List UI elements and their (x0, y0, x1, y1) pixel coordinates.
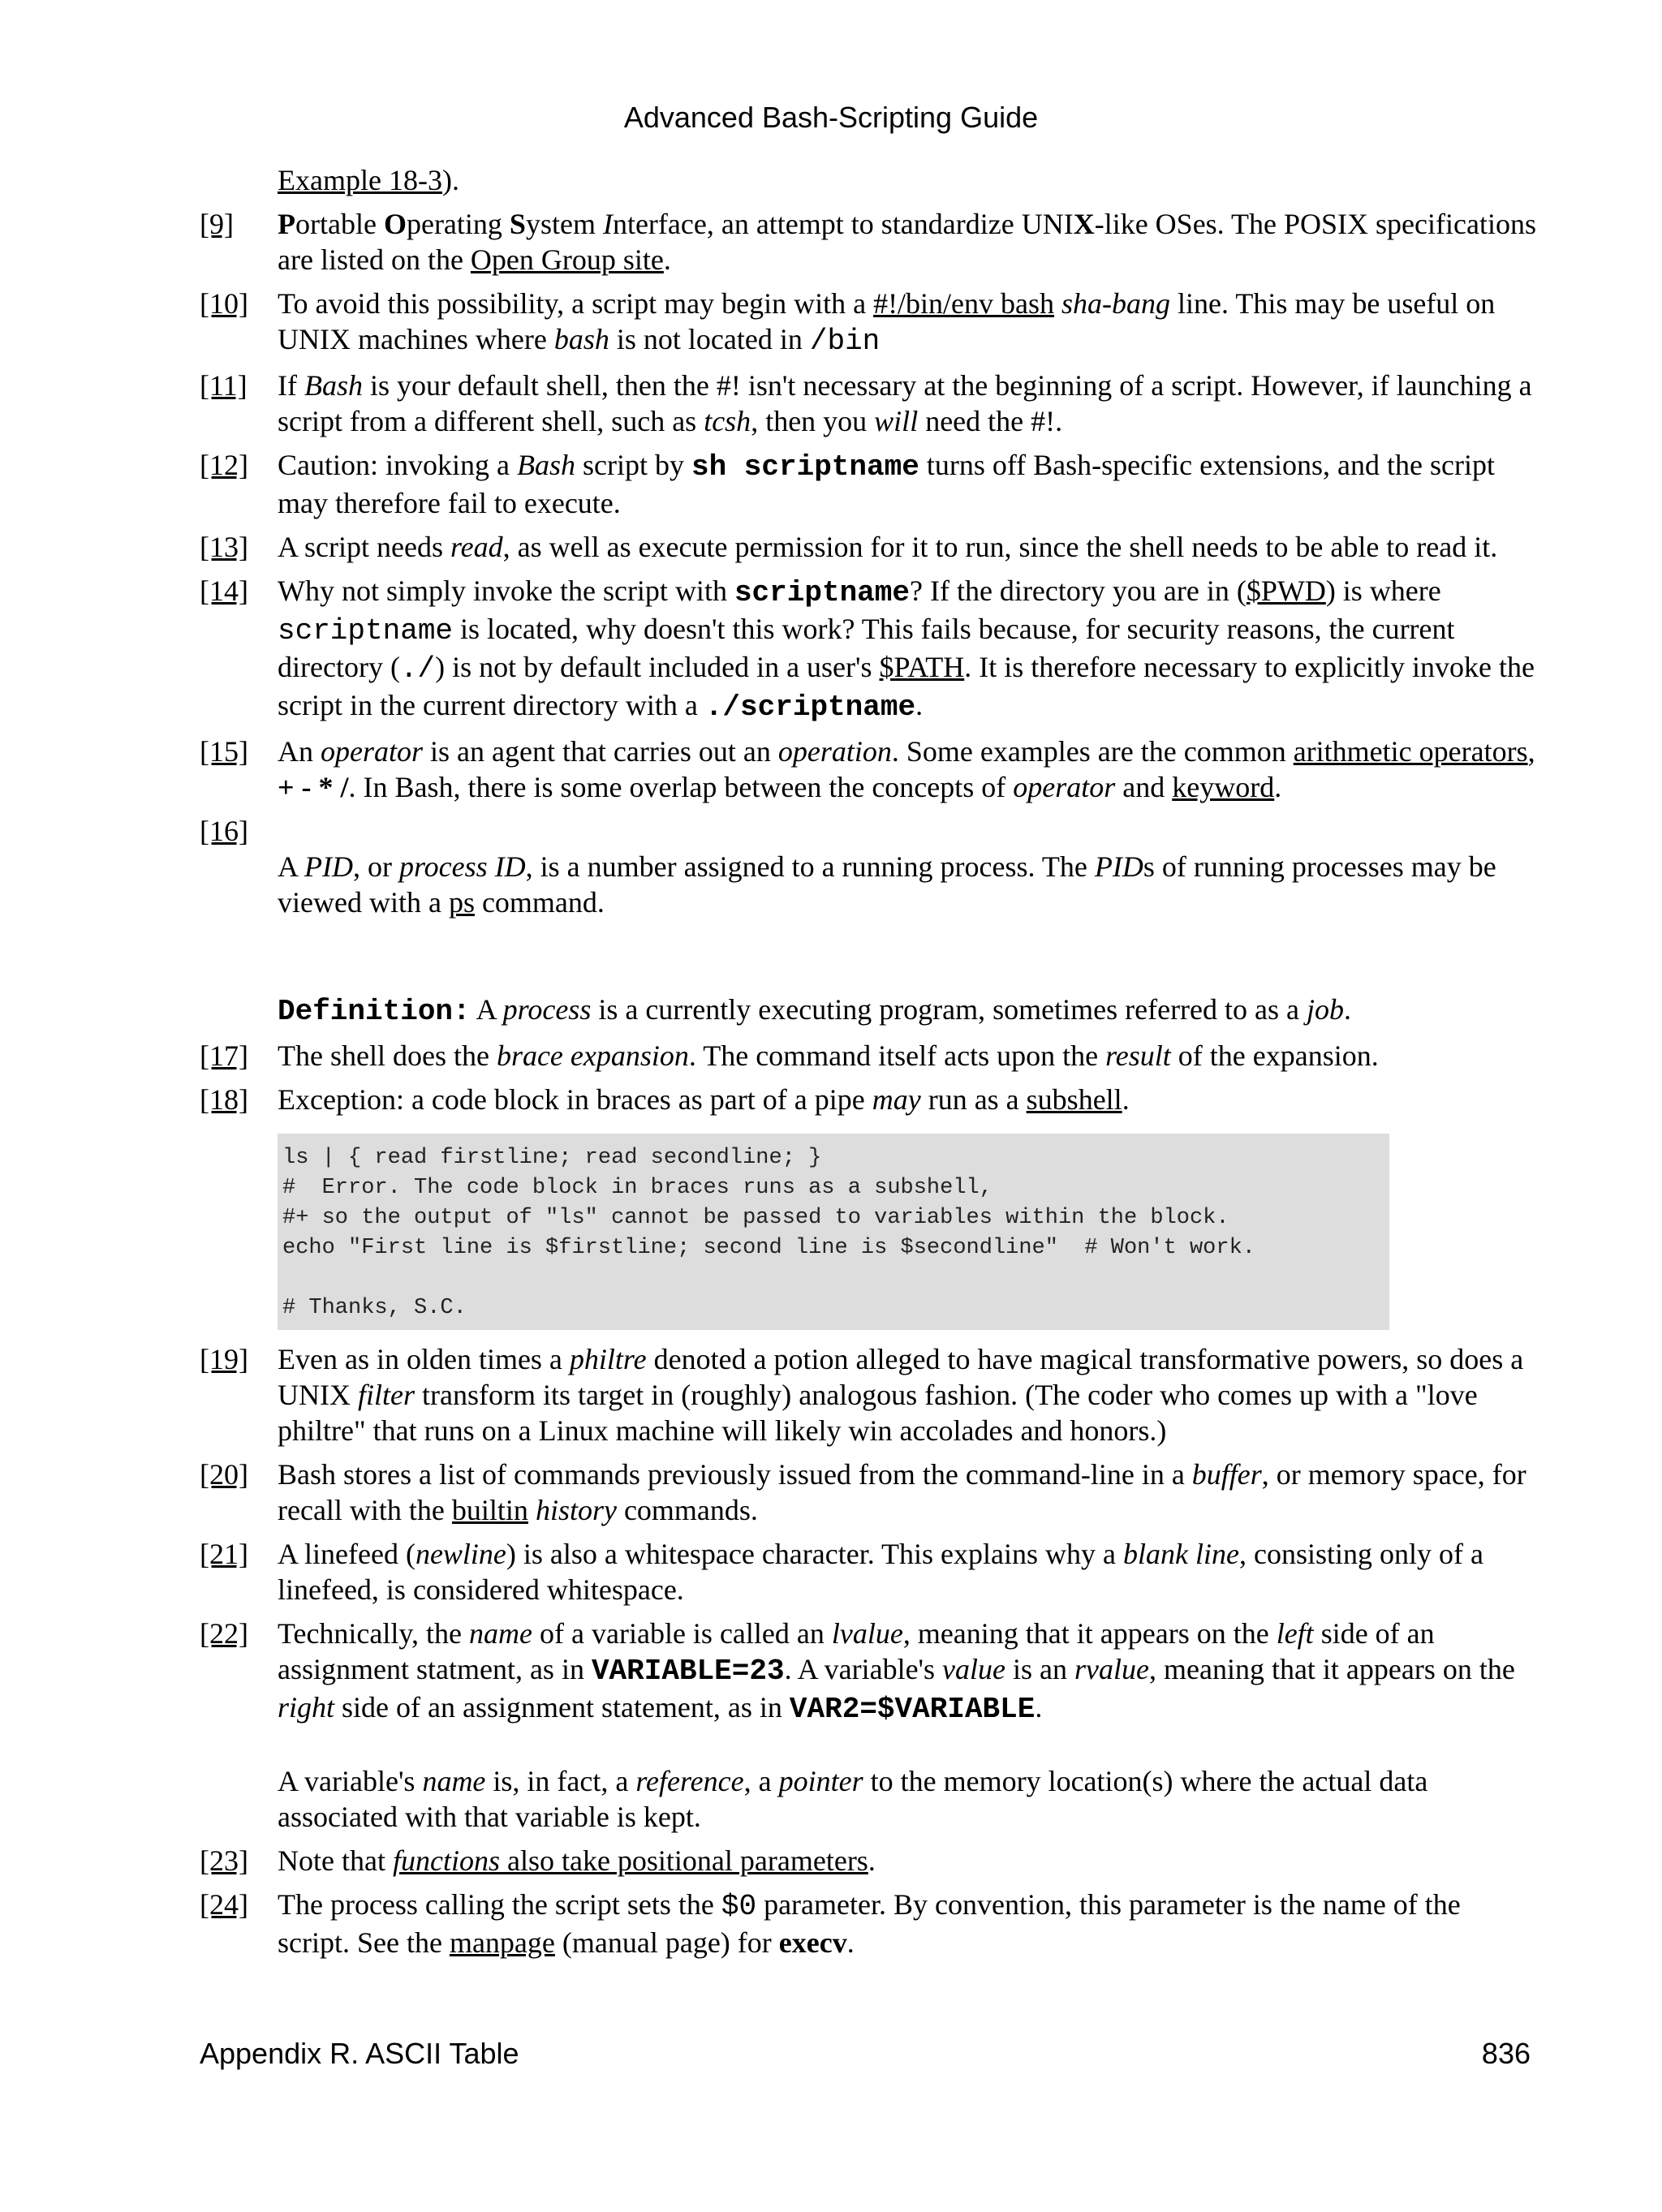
subshell-link[interactable]: subshell (1026, 1083, 1122, 1116)
arithmetic-operators-link[interactable]: arithmetic operators (1293, 735, 1528, 768)
footnote-number[interactable]: [23] (200, 1844, 248, 1877)
footnote-18: [18] Exception: a code block in braces as part of a pipe may run as a subshell. ls | { read firstline; read secondline; } # Error. The code block in braces runs as a subshell, #+ so the output of "ls" cannot be passed to variables within the block. echo "First line is $firstline; second line is $secondline" # Won't work. # Thanks, S.C. (200, 1082, 1539, 1330)
footnote-16 (200, 813, 1539, 1030)
footnote-14: [14] Why not simply invoke the script with scriptname? If the directory you are in ($PWD) is where scriptname is located, why doesn't this work? This fails because, for security reasons, the current directory (./) is not by default included in a user's $PATH. It is therefore necessary to explicitly invoke the script in the current directory with a ./scriptname. (200, 575, 1535, 724)
footnote-number[interactable]: [18] (200, 1083, 248, 1116)
footnote-number[interactable]: [19] (200, 1343, 248, 1375)
page-footer (200, 2037, 1531, 2071)
footnote-12: [12] Caution: invoking a Bash script by sh scriptname turns off Bash-specific extensions, and the script may therefore fail to execute. (200, 449, 1495, 519)
footnote-13: [13] A script needs read, as well as execute permission for it to run, since the shell needs to be able to read it. (200, 531, 1498, 563)
footnote-number[interactable]: [24] (200, 1888, 248, 1921)
footnote-number[interactable]: [9] (200, 208, 234, 240)
code-block (278, 1134, 1389, 1330)
footnote-10: [10] To avoid this possibility, a script may begin with a #!/bin/env bash sha-bang line. This may be useful on UNIX machines where bash is not located in /bin (200, 287, 1496, 358)
footnote-17: [17] The shell does the brace expansion. The command itself acts upon the result of the expansion. (200, 1039, 1379, 1072)
footnote-number[interactable]: [22] (200, 1617, 248, 1650)
pwd-link[interactable]: $PWD (1246, 575, 1326, 607)
example-18-3-link[interactable]: Example 18-3 (278, 164, 442, 196)
footnote-15: [15] An operator is an agent that carries out an operation. Some examples are the common arithmetic operators, + - * /. In Bash, there is some overlap between the concepts of operator and keyword. (200, 735, 1535, 803)
footnote-19: [19] Even as in olden times a philtre denoted a potion alleged to have magical transformative powers, so does a UNIX filter transform its target in (roughly) analogous fashion. (The coder who comes up with a "love philtre" that runs on a Linux machine will likely win accolades and honors.) (200, 1343, 1524, 1447)
definition-paragraph: Definition: A process is a currently executing program, sometimes referred to as a job. (278, 993, 1352, 1028)
footnote-23: [23] Note that functions also take positional parameters. (200, 1844, 876, 1877)
code-line: # Error. The code block in braces runs as a subshell, (282, 1176, 992, 1200)
code-line: echo "First line is $firstline; second line is $secondline" # Won't work. (282, 1236, 1255, 1260)
footnote-22 (200, 1616, 1539, 1835)
positional-parameters-link[interactable]: functions also take positional parameters (392, 1844, 868, 1877)
manpage-link[interactable]: manpage (449, 1926, 555, 1959)
env-bash-link[interactable]: #!/bin/env bash (873, 287, 1055, 320)
page-header: Advanced Bash-Scripting Guide (623, 101, 1039, 134)
footnote-24: [24] The process calling the script sets the $0 parameter. By convention, this parameter is the name of the script. See the manpage (manual page) for execv. (200, 1888, 1461, 1959)
page-number: 836 (1481, 2037, 1531, 2070)
footnote-number[interactable]: [11] (200, 369, 248, 402)
footnote-number[interactable]: [15] (200, 735, 248, 768)
ps-link[interactable]: ps (448, 886, 475, 919)
footnote-number[interactable]: [21] (200, 1538, 248, 1570)
definition-label: Definition: (278, 995, 471, 1028)
footnote-number[interactable]: [20] (200, 1458, 248, 1491)
open-group-site-link[interactable]: Open Group site (470, 243, 664, 276)
lvalue-paragraph: Technically, the name of a variable is called an lvalue, meaning that it appears on the left side of an assignment statment, as in VARIABLE=23. A variable's value is an rvalue, meaning that it appears on the right side of an assignment statement, as in VAR2=$VARIABLE. (278, 1617, 1515, 1726)
footnote-9: [9] Portable Operating System Interface, an attempt to standardize UNIX-like OSes. The POSIX specifications are listed on the Open Group site. (200, 208, 1536, 276)
pid-paragraph: A PID, or process ID, is a number assigned to a running process. The PIDs of running processes may be viewed with a ps command. (278, 850, 1496, 919)
footnote-20: [20] Bash stores a list of commands previously issued from the command-line in a buffer, or memory space, for recall with the builtin history commands. (200, 1458, 1526, 1526)
footnote-21: [21] A linefeed (newline) is also a whitespace character. This explains why a blank line, consisting only of a linefeed, is considered whitespace. (200, 1538, 1483, 1606)
footnote-number[interactable]: [13] (200, 531, 248, 563)
code-line: # Thanks, S.C. (282, 1296, 467, 1320)
footnote-number[interactable]: [16] (200, 815, 248, 847)
footnote-8-continuation: Example 18-3). (278, 164, 459, 196)
reference-paragraph: A variable's name is, in fact, a reference, a pointer to the memory location(s) where the actual data associated with that variable is kept. (278, 1765, 1428, 1833)
footnote-number[interactable]: [10] (200, 287, 248, 320)
footnote-number[interactable]: [17] (200, 1039, 248, 1072)
path-link[interactable]: $PATH (879, 651, 965, 683)
footer-chapter: Appendix R. ASCII Table (200, 2037, 519, 2070)
footnote-number[interactable]: [14] (200, 575, 248, 607)
code-line: ls | { read firstline; read secondline; } (282, 1146, 822, 1170)
footnote-number[interactable]: [12] (200, 449, 248, 481)
footnotes (200, 162, 1539, 1969)
keyword-link[interactable]: keyword (1172, 771, 1275, 803)
footnote-11: [11] If Bash is your default shell, then the #! isn't necessary at the beginning of a script. However, if launching a script from a different shell, such as tcsh, then you will need the #!. (200, 369, 1532, 437)
builtin-link[interactable]: builtin (451, 1494, 528, 1526)
code-line: #+ so the output of "ls" cannot be passed to variables within the block. (282, 1206, 1229, 1230)
